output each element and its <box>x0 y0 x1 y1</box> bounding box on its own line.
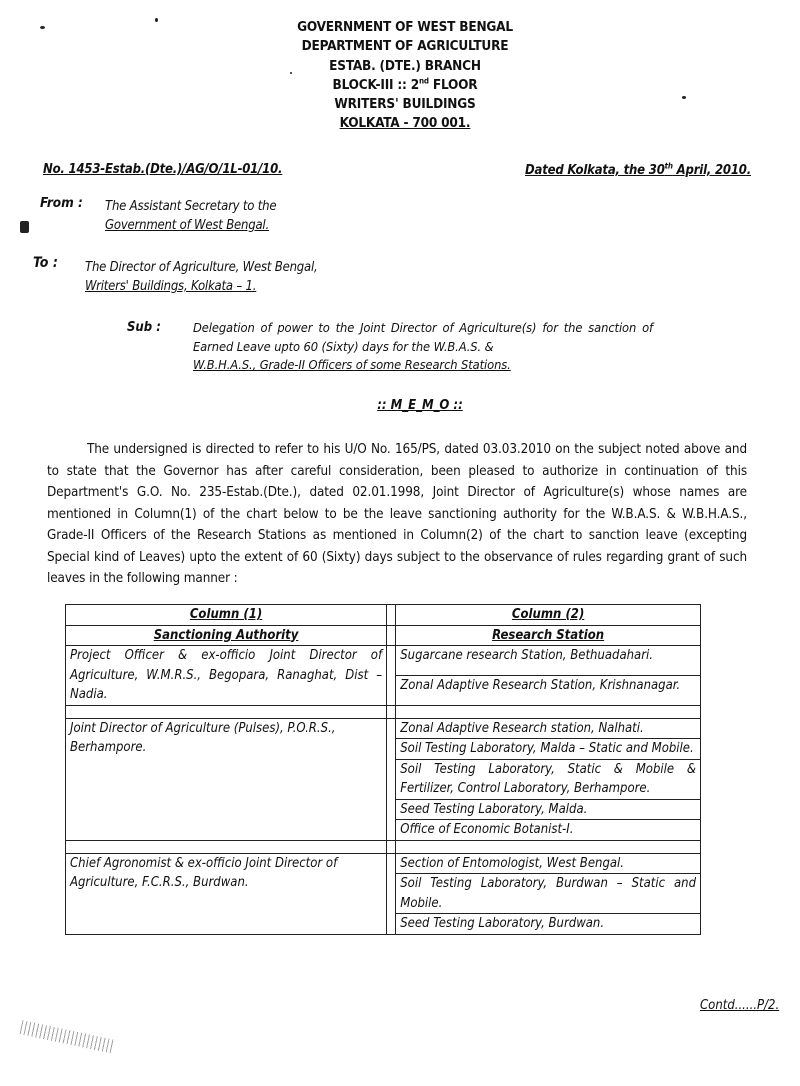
scan-speck <box>290 72 292 74</box>
station-cell: Sugarcane research Station, Bethuadahari. <box>396 646 701 676</box>
authority-cell: Project Officer & ex-officio Joint Director of Agriculture, W.M.R.S., Begopara, Ranaghat, Dist – Nadia. <box>66 646 387 706</box>
table-spacer-row <box>66 840 701 853</box>
scan-speck <box>682 96 686 99</box>
letterhead-government: GOVERNMENT OF WEST BENGAL <box>297 19 513 35</box>
letterhead-city: KOLKATA - 700 001. <box>339 115 471 132</box>
from-label: From : <box>40 195 83 211</box>
station-cell: Soil Testing Laboratory, Malda – Static and Mobile. <box>396 739 701 760</box>
authority-cell: Chief Agronomist & ex-officio Joint Director of Agriculture, F.C.R.S., Burdwan. <box>66 853 387 934</box>
table-header-row <box>66 605 701 626</box>
col2-header: Column (2) <box>396 605 701 626</box>
scan-smudge <box>20 1020 116 1053</box>
scan-speck <box>155 18 158 22</box>
station-cell: Section of Entomologist, West Bengal. <box>396 853 701 874</box>
station-cell: Seed Testing Laboratory, Burdwan. <box>396 914 701 935</box>
station-cell: Seed Testing Laboratory, Malda. <box>396 799 701 820</box>
from-address: The Assistant Secretary to the Government of West Bengal. <box>105 199 277 233</box>
to-label: To : <box>33 255 58 271</box>
col2-subheader: Research Station <box>396 625 701 646</box>
authority-cell: Joint Director of Agriculture (Pulses), P.O.R.S., Berhampore. <box>66 718 387 840</box>
subject-text: Delegation of power to the Joint Director of Agriculture(s) for the sanction of Earned Leave upto 60 (Sixty) days for the W.B.A.S. & W.B.H.A.S., Grade-II Officers of some Research Stations. <box>193 321 653 373</box>
letterhead-branch: ESTAB. (DTE.) BRANCH <box>329 57 481 74</box>
station-cell: Soil Testing Laboratory, Burdwan – Static and Mobile. <box>396 874 701 914</box>
letterhead <box>0 18 800 134</box>
continued-note: Contd......P/2. <box>700 998 780 1013</box>
col1-subheader: Sanctioning Authority <box>66 625 387 646</box>
memo-date: Dated Kolkata, the 30th April, 2010. <box>525 161 751 178</box>
delegation-chart <box>65 604 701 935</box>
memo-body: The undersigned is directed to refer to his U/O No. 165/PS, dated 03.03.2010 on the subject noted above and to state that the Governor has after careful consideration, been pleased to authorize in continuation of this Department's G.O. No. 235-Estab.(Dte.), dated 02.01.1998, Joint Director of Agriculture(s) whose names are mentioned in Column(1) of the chart below to be the leave sanctioning authority for the W.B.A.S. & W.B.H.A.S., Grade-II Officers of the Research Stations as mentioned in Column(2) of the chart to sanction leave (excepting Special kind of Leaves) upto the extent of 60 (Sixty) days subject to the observance of rules regarding grant of such leaves in the following manner : <box>47 442 747 586</box>
subject-label: Sub : <box>127 320 161 335</box>
memo-reference-number: No. 1453-Estab.(Dte.)/AG/O/1L-01/10. <box>43 162 283 177</box>
scan-speck <box>20 221 29 233</box>
table-subheader-row <box>66 625 701 646</box>
station-cell: Zonal Adaptive Research station, Nalhati. <box>396 718 701 739</box>
col1-header: Column (1) <box>66 605 387 626</box>
station-cell: Soil Testing Laboratory, Static & Mobile & Fertilizer, Control Laboratory, Berhampore. <box>396 759 701 799</box>
table-spacer-row <box>66 705 701 718</box>
table-row <box>66 853 701 874</box>
station-cell: Zonal Adaptive Research Station, Krishnanagar. <box>396 675 701 705</box>
memo-title: :: M_E_M_O :: <box>377 398 463 413</box>
table-row <box>66 646 701 676</box>
letterhead-department: DEPARTMENT OF AGRICULTURE <box>301 38 509 55</box>
letterhead-block: BLOCK-III :: 2nd FLOOR <box>332 76 478 93</box>
scan-speck <box>40 26 45 29</box>
table-row <box>66 718 701 739</box>
letterhead-building: WRITERS' BUILDINGS <box>334 96 476 113</box>
to-address: The Director of Agriculture, West Bengal, Writers' Buildings, Kolkata – 1. <box>85 260 318 294</box>
station-cell: Office of Economic Botanist-I. <box>396 820 701 841</box>
